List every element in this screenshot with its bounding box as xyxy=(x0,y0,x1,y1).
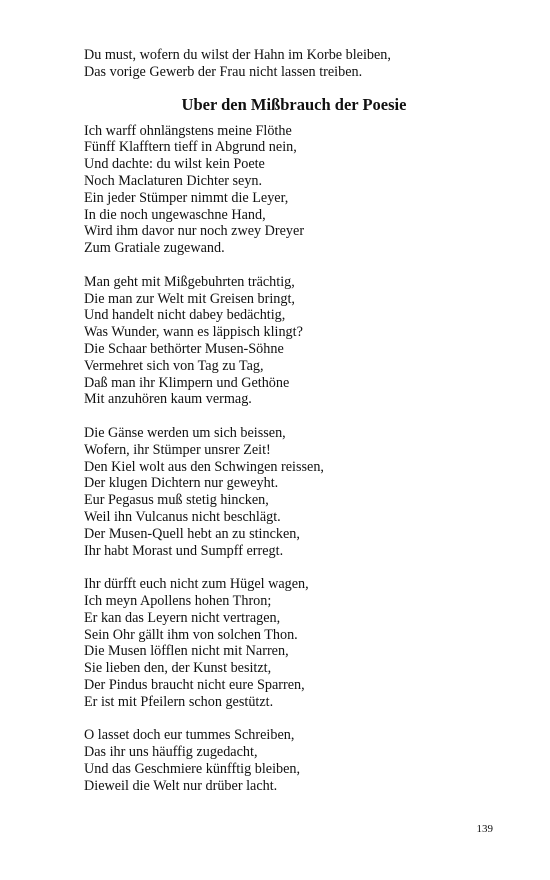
verse-line: Fünff Klafftern tieff in Abgrund nein, xyxy=(84,139,297,156)
verse-line: Er kan das Leyern nicht vertragen, xyxy=(84,609,281,626)
verse-line: Wird ihm davor nur noch zwey Dreyer xyxy=(84,223,305,240)
verse-line: Sein Ohr gällt ihm von solchen Thon. xyxy=(84,626,298,643)
verse-line: Ein jeder Stümper nimmt die Leyer, xyxy=(84,189,289,206)
stanza xyxy=(84,425,504,559)
verse-line: Sie lieben den, der Kunst besitzt, xyxy=(84,660,272,677)
verse-line: Dieweil die Welt nur drüber lacht. xyxy=(84,777,278,794)
verse-line: In die noch ungewaschne Hand, xyxy=(84,206,266,223)
stanza xyxy=(84,274,504,408)
stanza xyxy=(84,576,504,710)
verse-line: Daß man ihr Klimpern und Gethöne xyxy=(84,374,290,391)
verse-line: Mit anzuhören kaum vermag. xyxy=(84,391,252,408)
verse-line: O lasset doch eur tummes Schreiben, xyxy=(84,727,295,744)
stanza xyxy=(84,123,504,257)
verse-line: Wofern, ihr Stümper unsrer Zeit! xyxy=(84,441,271,458)
verse-line: Die Gänse werden um sich beissen, xyxy=(84,424,286,441)
verse-line: Ich meyn Apollens hohen Thron; xyxy=(84,592,272,609)
verse-line: Noch Maclaturen Dichter seyn. xyxy=(84,172,263,189)
verse-line: Das ihr uns häuffig zugedacht, xyxy=(84,744,258,761)
verse-line: Man geht mit Mißgebuhrten trächtig, xyxy=(84,273,295,290)
verse-line: Vermehret sich von Tag zu Tag, xyxy=(84,357,264,374)
verse-line: Die Schaar bethörter Musen-Söhne xyxy=(84,340,284,357)
verse-line: Die man zur Welt mit Greisen bringt, xyxy=(84,290,295,307)
verse-line: Das vorige Gewerb der Frau nicht lassen treiben. xyxy=(84,63,363,80)
verse-line: Ich warff ohnlängstens meine Flöthe xyxy=(84,122,292,139)
verse-line: Er ist mit Pfeilern schon gestützt. xyxy=(84,693,274,710)
verse-line: Ihr dürfft euch nicht zum Hügel wagen, xyxy=(84,576,309,593)
verse-line: Die Musen löfflen nicht mit Narren, xyxy=(84,643,289,660)
verse-line: Den Kiel wolt aus den Schwingen reissen, xyxy=(84,458,324,475)
verse-line: Der Musen-Quell hebt an zu stincken, xyxy=(84,525,300,542)
poem-title: Uber den Mißbrauch der Poesie xyxy=(181,94,407,114)
page-content xyxy=(84,47,504,794)
verse-line: Du must, wofern du wilst der Hahn im Korbe bleiben, xyxy=(84,47,391,63)
intro-verse xyxy=(84,47,504,81)
verse-line: Was Wunder, wann es läppisch klingt? xyxy=(84,324,303,341)
verse-line: Zum Gratiale zugewand. xyxy=(84,240,225,257)
verse-line: Weil ihn Vulcanus nicht beschlägt. xyxy=(84,508,281,525)
verse-line: Und dachte: du wilst kein Poete xyxy=(84,156,265,173)
poem-body xyxy=(84,123,504,795)
verse-line: Und handelt nicht dabey bedächtig, xyxy=(84,307,286,324)
verse-line: Der klugen Dichtern nur geweyht. xyxy=(84,475,279,492)
verse-line: Eur Pegasus muß stetig hincken, xyxy=(84,492,269,509)
page-number: 139 xyxy=(476,823,493,835)
verse-line: Der Pindus braucht nicht eure Sparren, xyxy=(84,676,305,693)
verse-line: Und das Geschmiere künfftig bleiben, xyxy=(84,760,301,777)
verse-line: Ihr habt Morast und Sumpff erregt. xyxy=(84,542,284,559)
stanza xyxy=(84,727,504,794)
